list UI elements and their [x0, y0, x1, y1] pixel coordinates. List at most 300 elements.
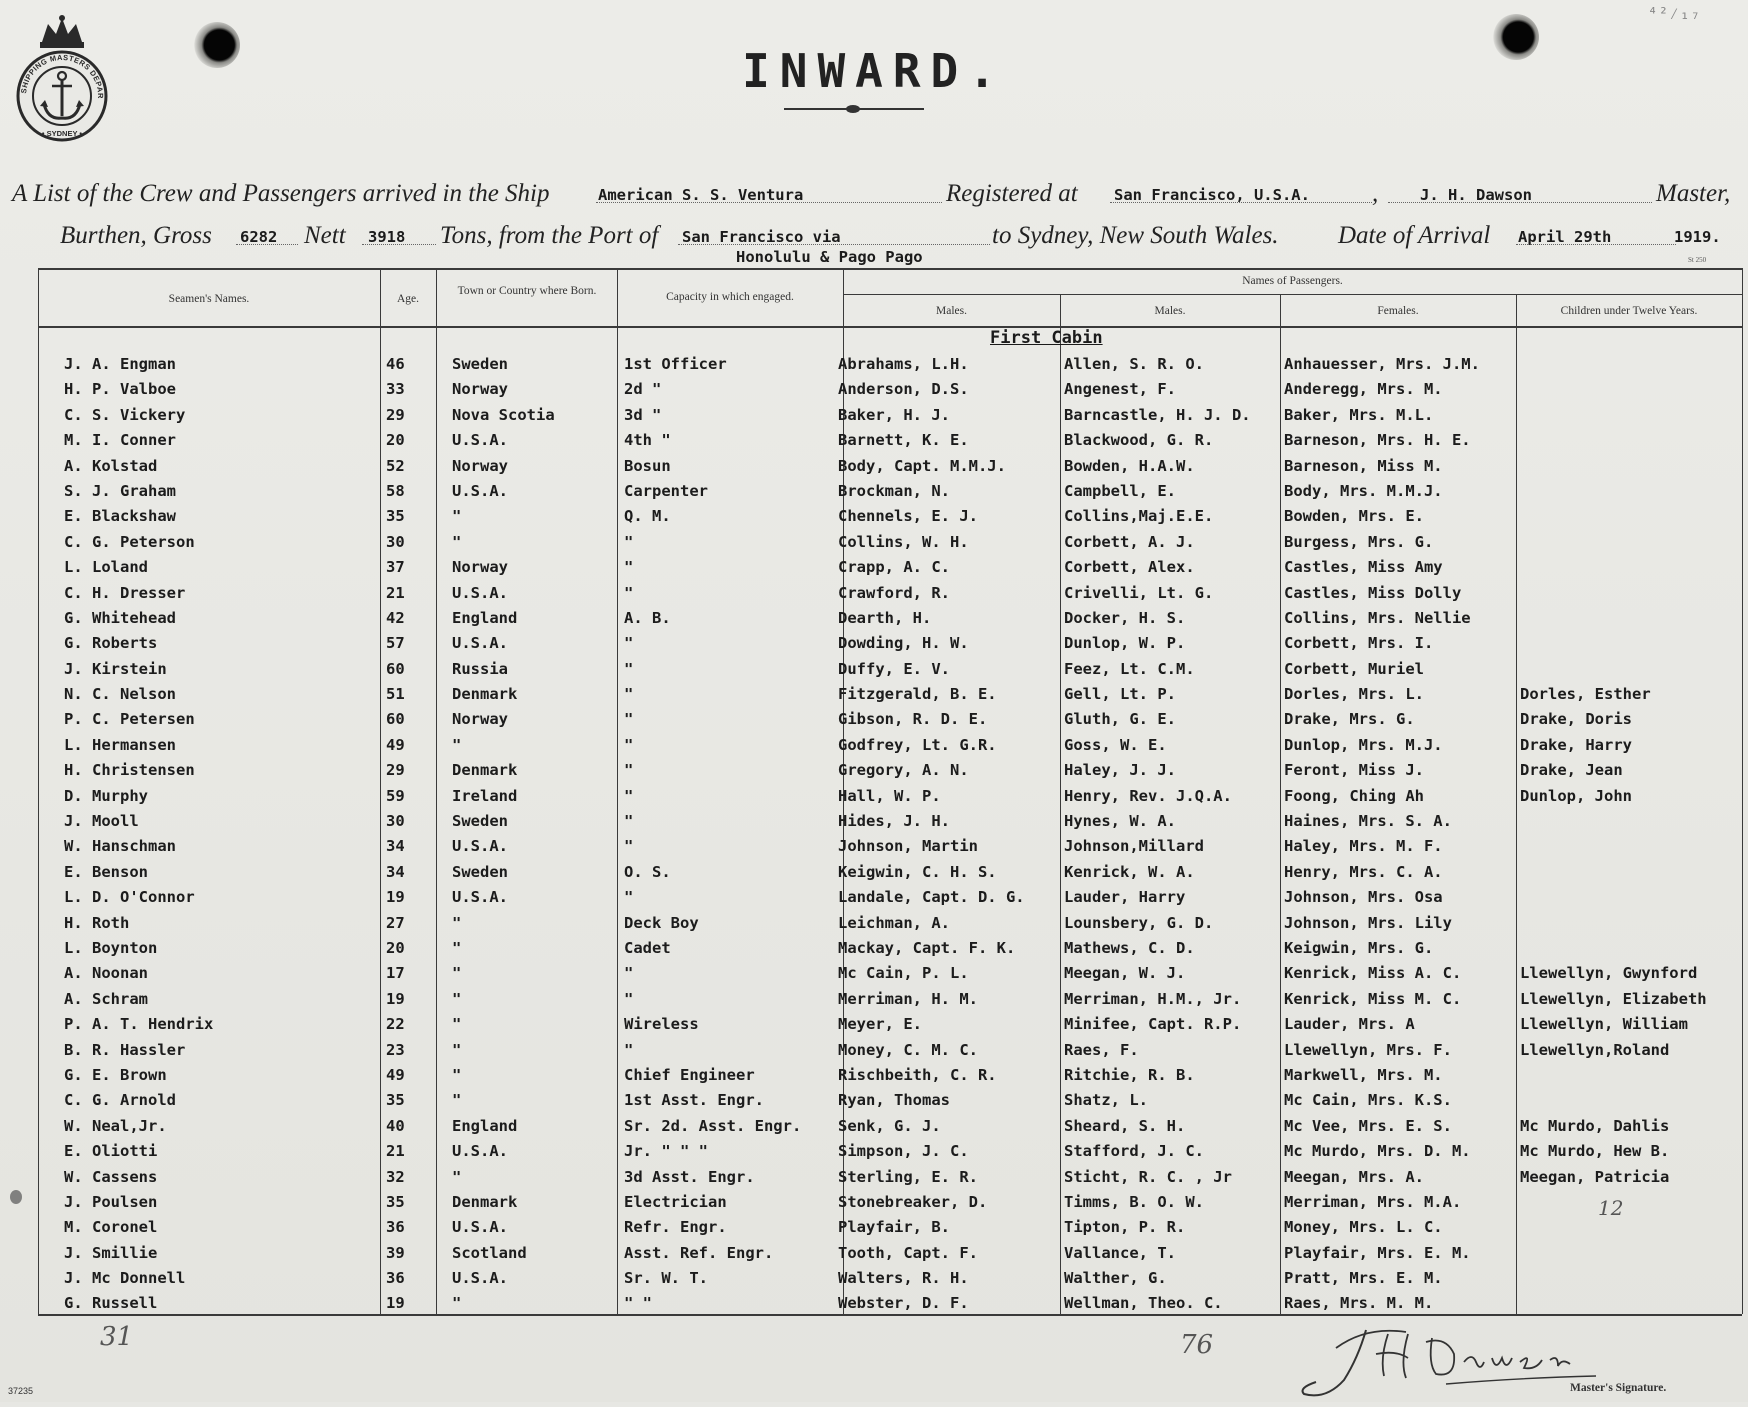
passenger-male-1: Gregory, A. N. [838, 761, 969, 780]
passenger-male-2: Vallance, T. [1064, 1243, 1176, 1262]
crew-birthplace: Denmark [452, 1192, 518, 1211]
crew-age: 52 [386, 456, 405, 475]
passenger-male-1: Dearth, H. [838, 608, 932, 627]
passenger-male-2: Timms, B. O. W. [1064, 1192, 1204, 1211]
passenger-male-1: Simpson, J. C. [838, 1142, 969, 1161]
crew-age: 35 [386, 1091, 405, 1110]
crew-birthplace: " [452, 913, 462, 932]
passenger-child: Mc Murdo, Hew B. [1520, 1142, 1670, 1161]
crew-name: M. I. Conner [64, 431, 176, 450]
table-row [0, 733, 1748, 758]
table-row [0, 1114, 1748, 1139]
passenger-male-2: Kenrick, W. A. [1064, 862, 1195, 881]
crew-capacity: Deck Boy [624, 913, 699, 932]
crew-name: E. Blackshaw [64, 507, 176, 526]
passenger-female: Pratt, Mrs. E. M. [1284, 1269, 1443, 1288]
crew-age: 27 [386, 913, 405, 932]
crew-age: 35 [386, 1192, 405, 1211]
crew-age: 35 [386, 507, 405, 526]
crew-name: A. Noonan [64, 964, 148, 983]
passenger-female: Keigwin, Mrs. G. [1284, 938, 1434, 957]
crew-capacity: Bosun [624, 456, 671, 475]
passenger-female: Johnson, Mrs. Lily [1284, 913, 1452, 932]
passenger-male-1: Crapp, A. C. [838, 558, 950, 577]
table-row [0, 1038, 1748, 1063]
crew-birthplace: " [452, 938, 462, 957]
passenger-male-1: Money, C. M. C. [838, 1040, 978, 1059]
table-row [0, 1088, 1748, 1113]
table-row [0, 454, 1748, 479]
crew-birthplace: U.S.A. [452, 431, 508, 450]
passenger-male-1: Crawford, R. [838, 583, 950, 602]
crew-capacity: " [624, 964, 634, 983]
passenger-male-2: Collins,Maj.E.E. [1064, 507, 1214, 526]
passenger-female: Anhauesser, Mrs. J.M. [1284, 355, 1480, 373]
passenger-female: Barneson, Miss M. [1284, 456, 1443, 475]
crew-birthplace: " [452, 507, 462, 526]
crew-age: 36 [386, 1269, 405, 1288]
crew-birthplace: U.S.A. [452, 1142, 508, 1161]
table-row [0, 479, 1748, 504]
crew-age: 30 [386, 532, 405, 551]
passenger-male-1: Godfrey, Lt. G.R. [838, 735, 997, 754]
port-from: San Francisco via [682, 228, 841, 246]
crew-birthplace: U.S.A. [452, 634, 508, 653]
table-row [0, 1139, 1748, 1164]
passenger-female: Dunlop, Mrs. M.J. [1284, 735, 1443, 754]
header-text-master-label: Master, [1656, 180, 1731, 207]
crew-birthplace: Scotland [452, 1243, 527, 1262]
crew-name: H. Christensen [64, 761, 195, 780]
header-text-burthen-label: Burthen, Gross [60, 222, 212, 249]
passenger-child: Llewellyn,Roland [1520, 1040, 1670, 1059]
column-header-age: Age. [396, 293, 420, 305]
passenger-child: Llewellyn, Elizabeth [1520, 989, 1707, 1008]
passenger-female: Meegan, Mrs. A. [1284, 1167, 1424, 1186]
passenger-male-1: Mackay, Capt. F. K. [838, 938, 1016, 957]
svg-text:• SYDNEY •: • SYDNEY • [41, 129, 83, 138]
passenger-male-1: Hall, W. P. [838, 786, 941, 805]
passenger-child: Dunlop, John [1520, 786, 1632, 805]
passenger-male-2: Shatz, L. [1064, 1091, 1148, 1110]
table-row [0, 352, 1748, 377]
crew-capacity: " [624, 659, 634, 678]
crew-capacity: Sr. W. T. [624, 1269, 708, 1288]
column-header-capacity: Capacity in which engaged. [666, 291, 794, 303]
table-row [0, 377, 1748, 402]
passenger-female: Haley, Mrs. M. F. [1284, 837, 1443, 856]
crew-capacity: A. B. [624, 608, 671, 627]
crew-capacity: " [624, 532, 634, 551]
table-row [0, 885, 1748, 910]
passengers-subheader-rule [844, 294, 1742, 295]
crew-capacity: " [624, 685, 634, 704]
passenger-male-2: Dunlop, W. P. [1064, 634, 1186, 653]
crew-name: C. S. Vickery [64, 405, 186, 424]
nett-tons: 3918 [368, 228, 406, 246]
table-row [0, 860, 1748, 885]
crew-name: L. D. O'Connor [64, 888, 195, 907]
passenger-female: Lauder, Mrs. A [1284, 1015, 1415, 1034]
passenger-female: Markwell, Mrs. M. [1284, 1065, 1443, 1084]
passenger-male-1: Walters, R. H. [838, 1269, 969, 1288]
passenger-count-note: 76 [1180, 1330, 1214, 1360]
crew-age: 29 [386, 761, 405, 780]
crew-birthplace: " [452, 735, 462, 754]
table-row [0, 936, 1748, 961]
column-header-males-1: Males. [936, 305, 967, 317]
form-number: St 250 [1688, 256, 1707, 264]
crew-age: 21 [386, 1142, 405, 1161]
header-text-registered-label: Registered at [946, 180, 1078, 207]
crew-age: 60 [386, 710, 405, 729]
passenger-male-2: Minifee, Capt. R.P. [1064, 1015, 1242, 1034]
crew-age: 20 [386, 431, 405, 450]
passenger-male-1: Leichman, A. [838, 913, 950, 932]
passenger-child: Meegan, Patricia [1520, 1167, 1670, 1186]
passenger-male-2: Hynes, W. A. [1064, 812, 1176, 831]
crew-age: 40 [386, 1116, 405, 1135]
passenger-male-2: Bowden, H.A.W. [1064, 456, 1195, 475]
crew-name: W. Cassens [64, 1167, 158, 1186]
table-row [0, 504, 1748, 529]
crew-capacity: " [624, 735, 634, 754]
crew-age: 22 [386, 1015, 405, 1034]
table-row [0, 834, 1748, 859]
passenger-female: Mc Cain, Mrs. K.S. [1284, 1091, 1452, 1110]
passenger-male-1: Mc Cain, P. L. [838, 964, 969, 983]
passenger-female: Llewellyn, Mrs. F. [1284, 1040, 1452, 1059]
crew-birthplace: Norway [452, 710, 508, 729]
crew-age: 34 [386, 862, 405, 881]
passenger-child: Drake, Harry [1520, 735, 1632, 754]
table-row [0, 403, 1748, 428]
crew-name: J. Poulsen [64, 1192, 158, 1211]
crew-birthplace: U.S.A. [452, 1218, 508, 1237]
crew-capacity: " [624, 558, 634, 577]
crew-birthplace: Norway [452, 380, 508, 399]
crew-birthplace: " [452, 964, 462, 983]
form-code: 37235 [8, 1386, 34, 1396]
passenger-female: Feront, Miss J. [1284, 761, 1424, 780]
passenger-child: Dorles, Esther [1520, 685, 1651, 704]
crew-capacity: " [624, 583, 634, 602]
table-row [0, 1266, 1748, 1291]
passenger-male-1: Collins, W. H. [838, 532, 969, 551]
passenger-male-1: Brockman, N. [838, 481, 950, 500]
passenger-male-1: Rischbeith, C. R. [838, 1065, 997, 1084]
passenger-female: Anderegg, Mrs. M. [1284, 380, 1443, 399]
master-name: J. H. Dawson [1420, 186, 1532, 204]
passenger-female: Haines, Mrs. S. A. [1284, 812, 1452, 831]
table-row [0, 1291, 1748, 1316]
crew-name: P. C. Petersen [64, 710, 195, 729]
corner-note: ⁴²⁄₁₇ [1648, 4, 1702, 23]
crew-age: 49 [386, 735, 405, 754]
crew-birthplace: " [452, 1091, 462, 1110]
column-header-seamen: Seamen's Names. [168, 293, 250, 305]
crew-name: S. J. Graham [64, 481, 176, 500]
crew-capacity: Chief Engineer [624, 1065, 755, 1084]
passenger-male-1: Body, Capt. M.M.J. [838, 456, 1006, 475]
crew-birthplace: " [452, 1015, 462, 1034]
passenger-male-1: Sterling, E. R. [838, 1167, 978, 1186]
crew-name: C. G. Peterson [64, 532, 195, 551]
crew-capacity: " [624, 888, 634, 907]
crew-name: J. Mooll [64, 812, 139, 831]
passenger-female: Raes, Mrs. M. M. [1284, 1294, 1434, 1313]
crew-age: 30 [386, 812, 405, 831]
passenger-male-1: Abrahams, L.H. [838, 355, 969, 373]
crew-name: J. Mc Donnell [64, 1269, 186, 1288]
table-row [0, 707, 1748, 732]
table-row [0, 530, 1748, 555]
passenger-male-2: Docker, H. S. [1064, 608, 1186, 627]
passenger-male-2: Meegan, W. J. [1064, 964, 1186, 983]
crew-age: 39 [386, 1243, 405, 1262]
crew-age: 42 [386, 608, 405, 627]
crew-name: B. R. Hassler [64, 1040, 186, 1059]
passenger-male-2: Wellman, Theo. C. [1064, 1294, 1223, 1313]
passenger-male-1: Stonebreaker, D. [838, 1192, 988, 1211]
crew-name: P. A. T. Hendrix [64, 1015, 214, 1034]
crew-age: 23 [386, 1040, 405, 1059]
crew-capacity: 4th " [624, 431, 671, 450]
page-title: INWARD. [742, 44, 1006, 98]
passenger-female: Mc Vee, Mrs. E. S. [1284, 1116, 1452, 1135]
crew-name: N. C. Nelson [64, 685, 176, 704]
crew-name: W. Neal,Jr. [64, 1116, 167, 1135]
passenger-male-2: Corbett, A. J. [1064, 532, 1195, 551]
passenger-child: Mc Murdo, Dahlis [1520, 1116, 1670, 1135]
crew-age: 20 [386, 938, 405, 957]
passenger-male-1: Ryan, Thomas [838, 1091, 950, 1110]
column-header-children: Children under Twelve Years. [1560, 305, 1698, 317]
crew-age: 29 [386, 405, 405, 424]
table-row [0, 428, 1748, 453]
passenger-female: Castles, Miss Dolly [1284, 583, 1462, 602]
passenger-male-2: Barncastle, H. J. D. [1064, 405, 1251, 424]
crew-age: 17 [386, 964, 405, 983]
crew-birthplace: " [452, 1294, 462, 1313]
table-row [0, 1241, 1748, 1266]
table-row [0, 809, 1748, 834]
table-row [0, 657, 1748, 682]
crew-name: D. Murphy [64, 786, 148, 805]
passenger-male-2: Feez, Lt. C.M. [1064, 659, 1195, 678]
header-text-destination: to Sydney, New South Wales. [992, 222, 1279, 249]
crew-capacity: " [624, 761, 634, 780]
crew-age: 37 [386, 558, 405, 577]
passenger-female: Kenrick, Miss M. C. [1284, 989, 1462, 1008]
crew-name: L. Hermansen [64, 735, 176, 754]
table-row [0, 1190, 1748, 1215]
passenger-male-2: Ritchie, R. B. [1064, 1065, 1195, 1084]
crew-capacity: Wireless [624, 1015, 699, 1034]
crew-age: 46 [386, 355, 405, 373]
crew-birthplace: U.S.A. [452, 888, 508, 907]
crew-age: 21 [386, 583, 405, 602]
crew-age: 33 [386, 380, 405, 399]
table-row [0, 1165, 1748, 1190]
passenger-male-1: Senk, G. J. [838, 1116, 941, 1135]
crew-capacity: Q. M. [624, 507, 671, 526]
passenger-male-2: Walther, G. [1064, 1269, 1167, 1288]
crew-capacity: " [624, 710, 634, 729]
passenger-child: Llewellyn, William [1520, 1015, 1688, 1034]
crew-name: J. Kirstein [64, 659, 167, 678]
passenger-male-1: Meyer, E. [838, 1015, 922, 1034]
table-row [0, 555, 1748, 580]
passenger-female: Henry, Mrs. C. A. [1284, 862, 1443, 881]
table-header-rule [38, 326, 1742, 328]
gross-tons: 6282 [240, 228, 278, 246]
passenger-male-1: Johnson, Martin [838, 837, 978, 856]
passenger-female: Corbett, Muriel [1284, 659, 1424, 678]
passenger-female: Baker, Mrs. M.L. [1284, 405, 1434, 424]
passenger-male-2: Sticht, R. C. , Jr [1064, 1167, 1232, 1186]
table-row [0, 581, 1748, 606]
ship-name: American S. S. Ventura [598, 186, 804, 204]
passenger-male-2: Goss, W. E. [1064, 735, 1167, 754]
crew-capacity: " [624, 989, 634, 1008]
passenger-male-1: Dowding, H. W. [838, 634, 969, 653]
crew-birthplace: " [452, 532, 462, 551]
passenger-male-1: Chennels, E. J. [838, 507, 978, 526]
table-row [0, 758, 1748, 783]
crew-name: H. P. Valboe [64, 380, 176, 399]
passenger-male-1: Gibson, R. D. E. [838, 710, 988, 729]
passenger-female: Collins, Mrs. Nellie [1284, 608, 1471, 627]
title-ornament [784, 108, 924, 110]
passenger-male-2: Johnson,Millard [1064, 837, 1204, 856]
crew-capacity: Sr. 2d. Asst. Engr. [624, 1116, 802, 1135]
passenger-male-2: Stafford, J. C. [1064, 1142, 1204, 1161]
crew-age: 49 [386, 1065, 405, 1084]
passenger-male-2: Corbett, Alex. [1064, 558, 1195, 577]
passenger-female: Bowden, Mrs. E. [1284, 507, 1424, 526]
passenger-male-1: Merriman, H. M. [838, 989, 978, 1008]
crew-capacity: 3d Asst. Engr. [624, 1167, 755, 1186]
table-row [0, 961, 1748, 986]
passenger-male-1: Playfair, B. [838, 1218, 950, 1237]
crew-capacity: " [624, 634, 634, 653]
header-text-nett-label: Nett [304, 222, 346, 249]
crew-capacity: " " [624, 1294, 652, 1313]
crew-age: 19 [386, 888, 405, 907]
table-row [0, 784, 1748, 809]
header-text-port-label: Tons, from the Port of [440, 222, 659, 249]
passenger-male-2: Angenest, F. [1064, 380, 1176, 399]
header-text-arrival-label: Date of Arrival [1338, 222, 1491, 249]
crew-name: J. Smillie [64, 1243, 158, 1262]
crew-birthplace: Sweden [452, 355, 508, 373]
passenger-female: Mc Murdo, Mrs. D. M. [1284, 1142, 1471, 1161]
passenger-male-1: Duffy, E. V. [838, 659, 950, 678]
crew-age: 58 [386, 481, 405, 500]
crew-birthplace: Sweden [452, 812, 508, 831]
crew-name: L. Loland [64, 558, 148, 577]
passenger-female: Kenrick, Miss A. C. [1284, 964, 1462, 983]
crew-capacity: Refr. Engr. [624, 1218, 727, 1237]
passenger-male-2: Tipton, P. R. [1064, 1218, 1186, 1237]
crew-passenger-rows [0, 352, 1748, 1317]
crew-age: 19 [386, 1294, 405, 1313]
header-comma: , [1372, 180, 1379, 207]
crew-birthplace: Russia [452, 659, 508, 678]
passenger-male-2: Blackwood, G. R. [1064, 431, 1214, 450]
crew-birthplace: Norway [452, 456, 508, 475]
passenger-male-2: Henry, Rev. J.Q.A. [1064, 786, 1232, 805]
passenger-male-2: Allen, S. R. O. [1064, 355, 1204, 373]
crew-name: W. Hanschman [64, 837, 176, 856]
crew-birthplace: Norway [452, 558, 508, 577]
crew-birthplace: U.S.A. [452, 1269, 508, 1288]
crew-birthplace: " [452, 1065, 462, 1084]
passenger-female: Castles, Miss Amy [1284, 558, 1443, 577]
passenger-female: Corbett, Mrs. I. [1284, 634, 1434, 653]
column-header-males-2: Males. [1154, 305, 1186, 317]
passenger-child: Llewellyn, Gwynford [1520, 964, 1698, 983]
passenger-male-2: Gell, Lt. P. [1064, 685, 1176, 704]
crew-age: 51 [386, 685, 405, 704]
passenger-male-2: Gluth, G. E. [1064, 710, 1176, 729]
crew-capacity: Asst. Ref. Engr. [624, 1243, 774, 1262]
crew-birthplace: Nova Scotia [452, 405, 555, 424]
crew-birthplace: Denmark [452, 685, 518, 704]
passenger-male-2: Mathews, C. D. [1064, 938, 1195, 957]
passenger-female: Dorles, Mrs. L. [1284, 685, 1424, 704]
passenger-male-1: Landale, Capt. D. G. [838, 888, 1025, 907]
passenger-female: Merriman, Mrs. M.A. [1284, 1192, 1462, 1211]
table-row [0, 631, 1748, 656]
crew-birthplace: U.S.A. [452, 481, 508, 500]
crew-capacity: Electrician [624, 1192, 727, 1211]
crew-name: A. Kolstad [64, 456, 158, 475]
crew-name: C. H. Dresser [64, 583, 186, 602]
arrival-year: 1919. [1674, 228, 1721, 246]
passenger-male-1: Webster, D. F. [838, 1294, 969, 1313]
crew-name: G. E. Brown [64, 1065, 167, 1084]
children-count-note: 12 [1598, 1196, 1624, 1220]
passenger-child: Drake, Jean [1520, 761, 1623, 780]
passenger-male-2: Crivelli, Lt. G. [1064, 583, 1214, 602]
passenger-male-2: Haley, J. J. [1064, 761, 1176, 780]
crew-name: L. Boynton [64, 938, 158, 957]
arrival-date: April 29th [1518, 228, 1612, 246]
crew-birthplace: England [452, 608, 518, 627]
crew-birthplace: Sweden [452, 862, 508, 881]
header-text-ship-label: A List of the Crew and Passengers arrived in the Ship [12, 180, 550, 207]
section-label-first-cabin: First Cabin [990, 328, 1103, 348]
crew-capacity: " [624, 786, 634, 805]
crew-name: G. Whitehead [64, 608, 176, 627]
crew-birthplace: Denmark [452, 761, 518, 780]
port-from-via: Honolulu & Pago Pago [736, 248, 923, 266]
crew-capacity: " [624, 1040, 634, 1059]
passenger-male-2: Raes, F. [1064, 1040, 1139, 1059]
passenger-male-1: Fitzgerald, B. E. [838, 685, 997, 704]
passenger-male-2: Sheard, S. H. [1064, 1116, 1186, 1135]
crew-name: C. G. Arnold [64, 1091, 176, 1110]
passenger-male-1: Baker, H. J. [838, 405, 950, 424]
passenger-male-2: Campbell, E. [1064, 481, 1176, 500]
table-top-rule [38, 268, 1742, 270]
passenger-male-2: Lauder, Harry [1064, 888, 1186, 907]
crew-name: E. Oliotti [64, 1142, 158, 1161]
crew-age: 19 [386, 989, 405, 1008]
crew-capacity: " [624, 812, 634, 831]
